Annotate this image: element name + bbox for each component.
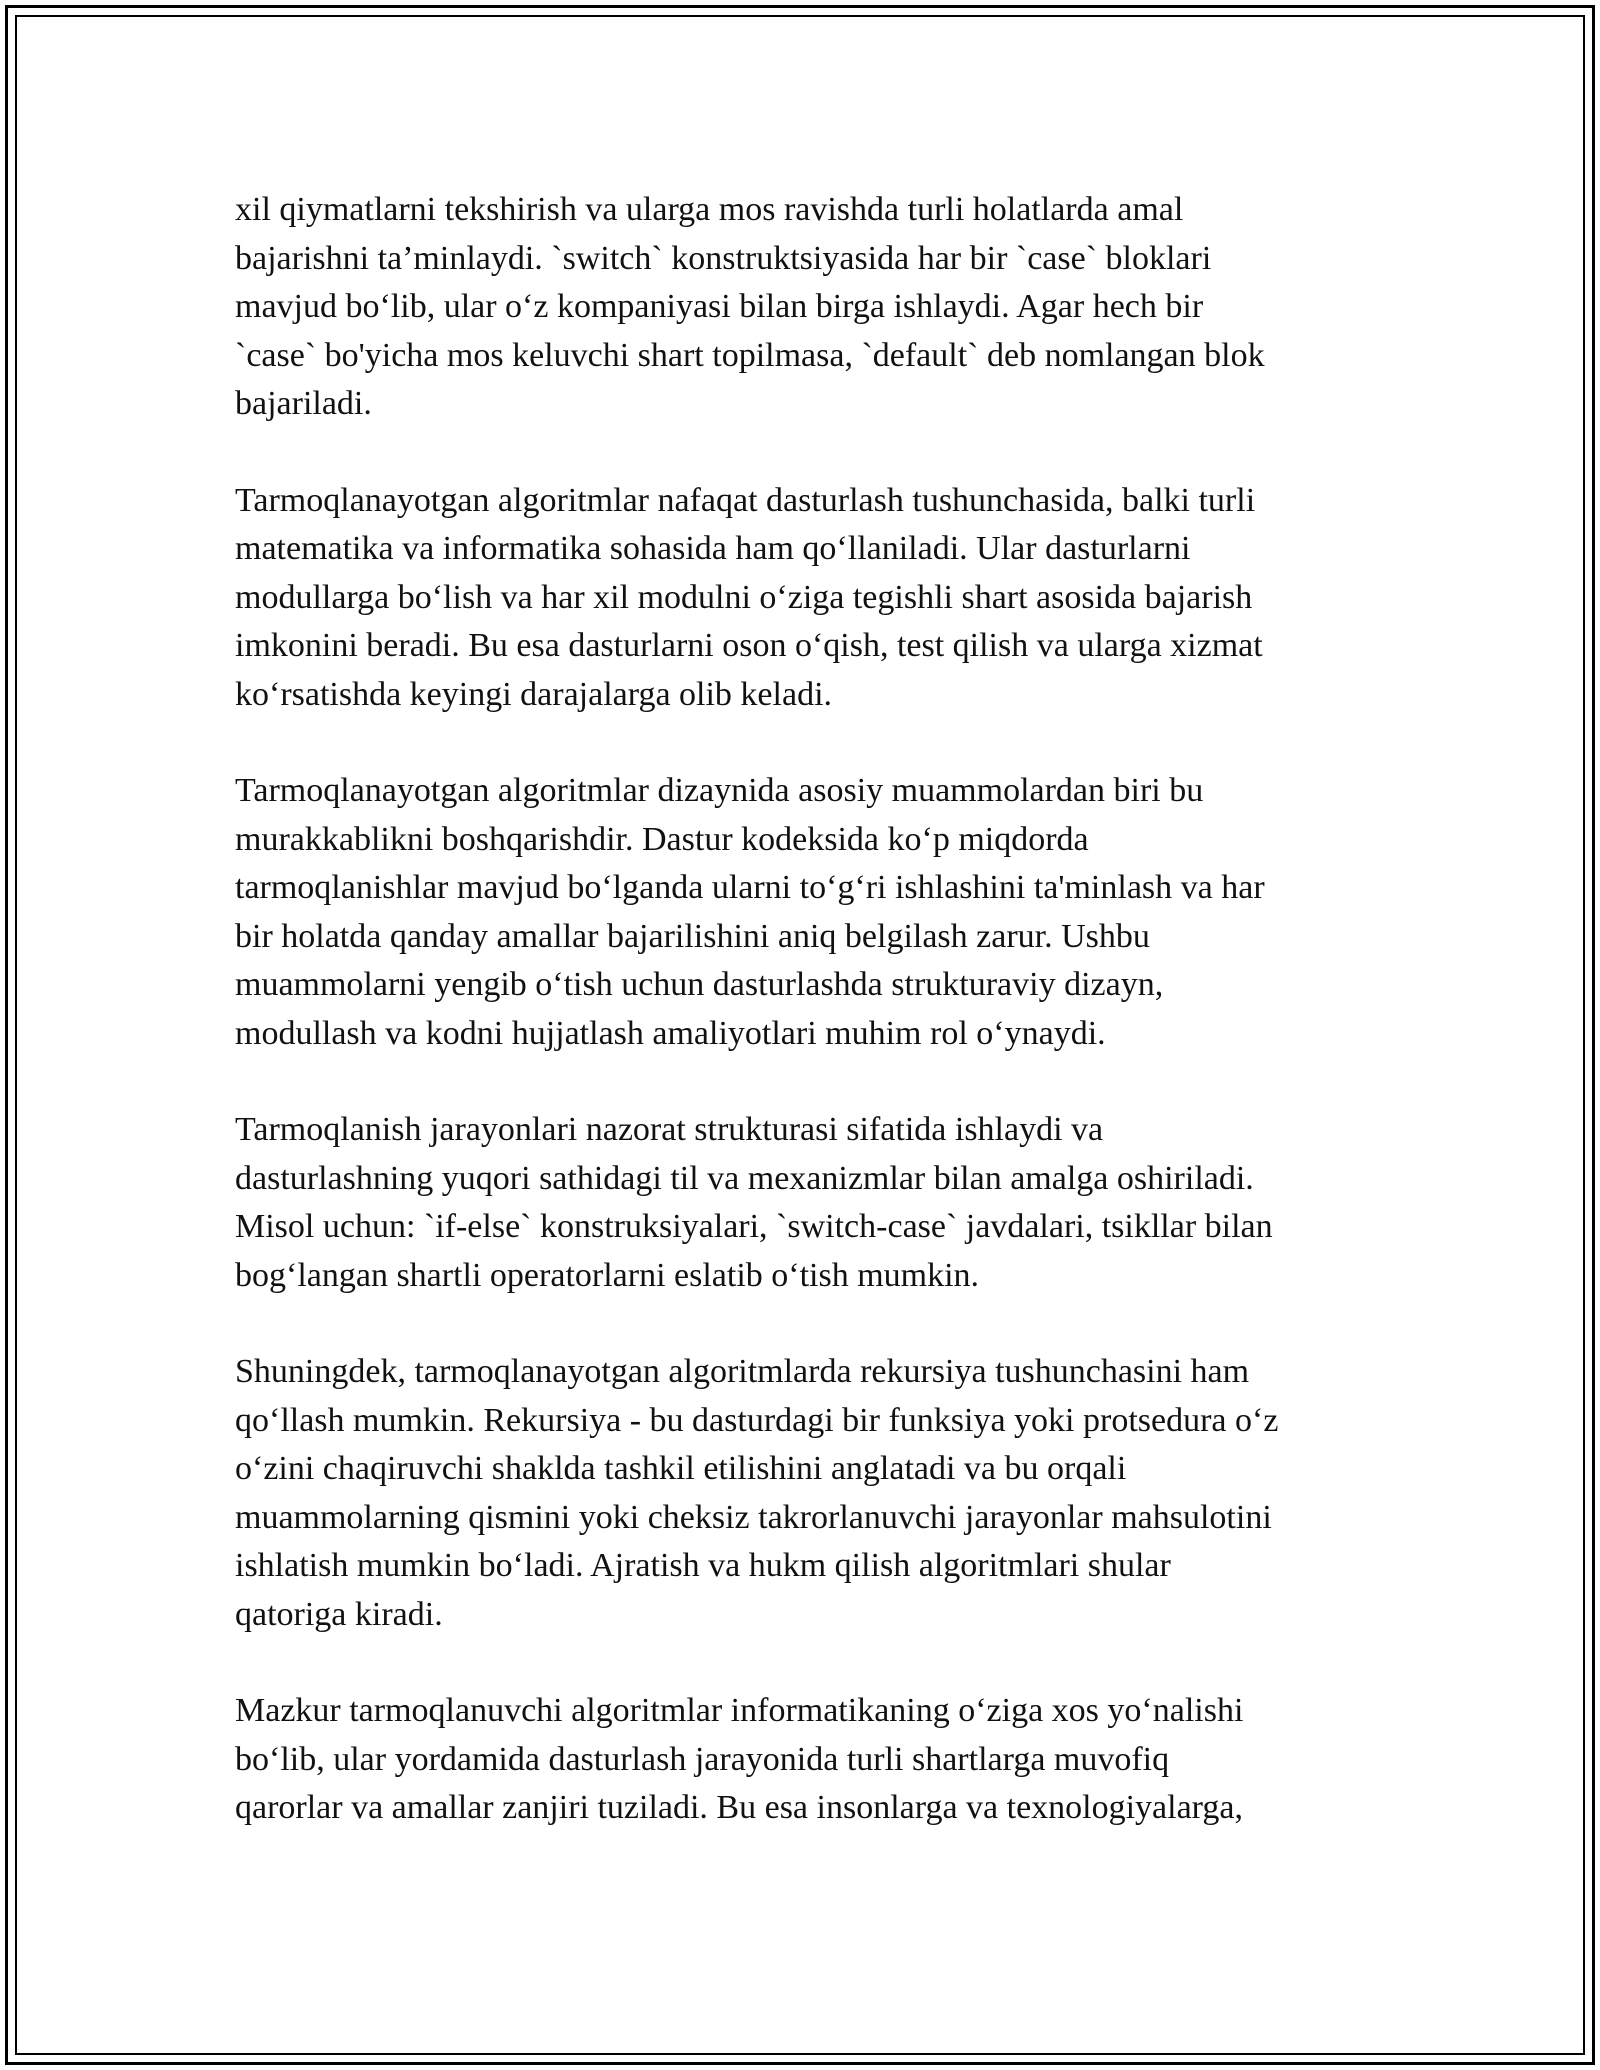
text-line: qatoriga kiradi.: [235, 1595, 443, 1633]
text-line: qarorlar va amallar zanjiri tuziladi. Bu esa insonlarga va texnologiyalarga,: [235, 1789, 1243, 1826]
text-line: mavjud bo‘lib, ular o‘z kompaniyasi bilan birga ishlaydi. Agar hech bir: [235, 288, 1204, 325]
paragraph: [235, 1348, 1365, 1639]
text-line: bir holatda qanday amallar bajarilishini aniq belgilash zarur. Ushbu: [235, 917, 1150, 955]
paragraph: [235, 767, 1365, 1058]
text-line: Mazkur tarmoqlanuvchi algoritmlar informatikaning o‘ziga xos yo‘nalishi: [235, 1692, 1244, 1729]
text-line: muammolarning qismini yoki cheksiz takrorlanuvchi jarayonlar mahsulotini: [235, 1498, 1272, 1536]
text-line: o‘zini chaqiruvchi shaklda tashkil etilishini anglatadi va bu orqali: [235, 1450, 1127, 1487]
text-line: ko‘rsatishda keyingi darajalarga olib keladi.: [235, 675, 833, 713]
text-line: `case` bo'yicha mos keluvchi shart topilmasa, `default` deb nomlangan blok: [235, 336, 1265, 374]
text-line: dasturlashning yuqori sathidagi til va mexanizmlar bilan amalga oshiriladi.: [235, 1159, 1254, 1197]
text-line: Misol uchun: `if-else` konstruksiyalari, `switch-case` javdalari, tsikllar bilan: [235, 1208, 1273, 1245]
text-line: matematika va informatika sohasida ham qo‘llaniladi. Ular dasturlarni: [235, 530, 1191, 567]
text-line: bajariladi.: [235, 385, 372, 422]
text-line: Shuningdek, tarmoqlanayotgan algoritmlarda rekursiya tushunchasini ham: [235, 1353, 1250, 1390]
paragraph: [235, 1106, 1365, 1300]
text-line: bog‘langan shartli operatorlarni eslatib o‘tish mumkin.: [235, 1256, 980, 1294]
text-line: bo‘lib, ular yordamida dasturlash jarayonida turli shartlarga muvofiq: [235, 1740, 1170, 1778]
text-line: modullash va kodni hujjatlash amaliyotlari muhim rol o‘ynaydi.: [235, 1014, 1106, 1052]
text-line: modullarga bo‘lish va har xil modulni o‘ziga tegishli shart asosida bajarish: [235, 578, 1253, 616]
text-line: murakkablikni boshqarishdir. Dastur kodeksida ko‘p miqdorda: [235, 820, 1089, 858]
text-line: Tarmoqlanayotgan algoritmlar dizaynida asosiy muammolardan biri bu: [235, 772, 1204, 809]
paragraph: [235, 477, 1365, 720]
text-line: Tarmoqlanayotgan algoritmlar nafaqat dasturlash tushunchasida, balki turli: [235, 481, 1256, 519]
text-line: ishlatish mumkin bo‘ladi. Ajratish va hukm qilish algoritmlari shular: [235, 1547, 1171, 1584]
text-line: imkonini beradi. Bu esa dasturlarni oson o‘qish, test qilish va ularga xizmat: [235, 627, 1263, 664]
text-line: Tarmoqlanish jarayonlari nazorat strukturasi sifatida ishlaydi va: [235, 1111, 1104, 1148]
text-line: xil qiymatlarni tekshirish va ularga mos ravishda turli holatlarda amal: [235, 191, 1184, 228]
document-body: [235, 186, 1365, 1881]
text-line: bajarishni ta’minlaydi. `switch` konstruktsiyasida har bir `case` bloklari: [235, 239, 1212, 277]
text-line: qo‘llash mumkin. Rekursiya - bu dasturdagi bir funksiya yoki protsedura o‘z: [235, 1401, 1279, 1439]
paragraph: [235, 1687, 1365, 1833]
paragraph: [235, 186, 1365, 429]
text-line: tarmoqlanishlar mavjud bo‘lganda ularni to‘g‘ri ishlashini ta'minlash va har: [235, 869, 1265, 906]
text-line: muammolarni yengib o‘tish uchun dasturlashda strukturaviy dizayn,: [235, 966, 1164, 1003]
